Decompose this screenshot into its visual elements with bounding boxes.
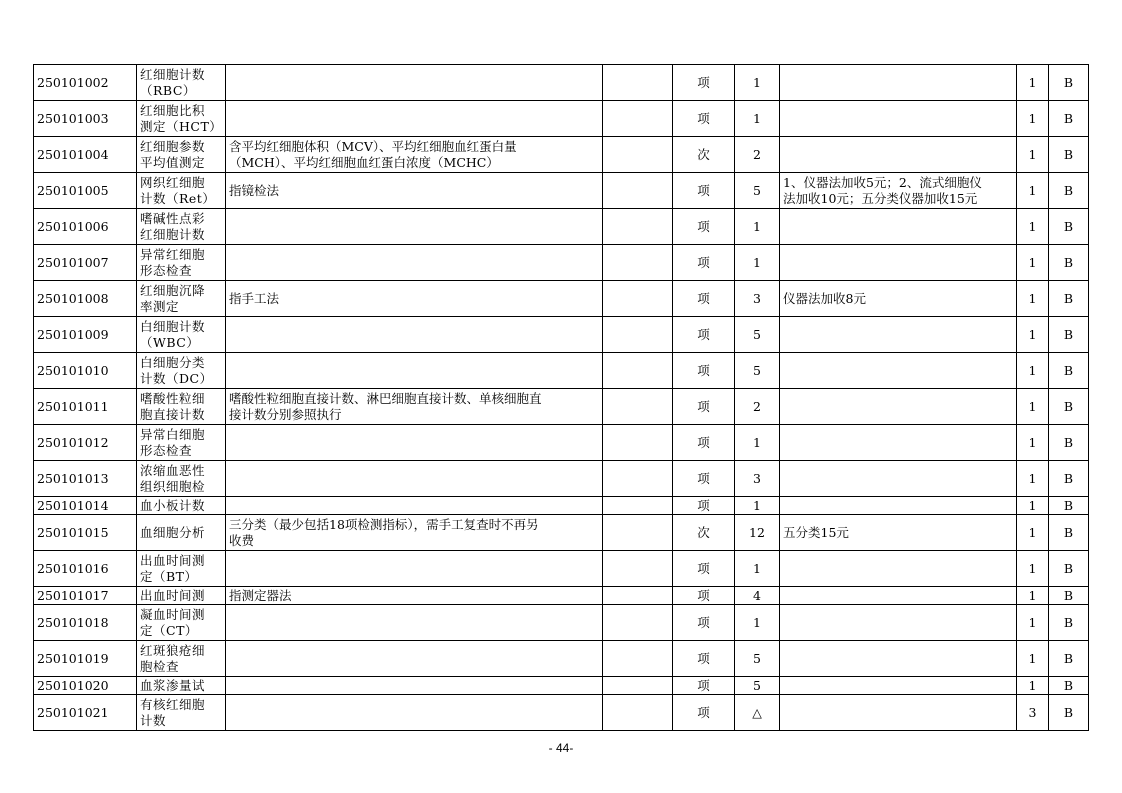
level-cell: 1: [1017, 209, 1049, 245]
item-code-cell: 250101002: [34, 65, 137, 101]
empty-cell: [603, 353, 673, 389]
item-code-cell: 250101003: [34, 101, 137, 137]
unit-cell: 项: [673, 173, 735, 209]
category-cell: B: [1049, 605, 1089, 641]
empty-cell: [603, 551, 673, 587]
price-cell: 5: [735, 173, 780, 209]
item-code-cell: 250101012: [34, 425, 137, 461]
note-cell: [780, 461, 1017, 497]
note-cell: [780, 137, 1017, 173]
unit-cell: 项: [673, 353, 735, 389]
note-cell: [780, 641, 1017, 677]
price-cell: 1: [735, 101, 780, 137]
item-content-cell: 指测定器法: [226, 587, 603, 605]
level-cell: 1: [1017, 677, 1049, 695]
table-row: [34, 461, 1089, 497]
table-row: [34, 497, 1089, 515]
category-cell: B: [1049, 173, 1089, 209]
table-row: [34, 101, 1089, 137]
empty-cell: [603, 425, 673, 461]
category-cell: B: [1049, 695, 1089, 731]
category-cell: B: [1049, 209, 1089, 245]
item-code-cell: 250101005: [34, 173, 137, 209]
note-cell: [780, 551, 1017, 587]
table-row: [34, 425, 1089, 461]
item-code-cell: 250101020: [34, 677, 137, 695]
table-row: [34, 353, 1089, 389]
note-cell: 五分类15元: [780, 515, 1017, 551]
price-cell: 5: [735, 677, 780, 695]
note-cell: [780, 101, 1017, 137]
table-row: [34, 587, 1089, 605]
table-row: [34, 677, 1089, 695]
price-cell: 1: [735, 65, 780, 101]
unit-cell: 项: [673, 677, 735, 695]
level-cell: 1: [1017, 641, 1049, 677]
unit-cell: 项: [673, 461, 735, 497]
item-code-cell: 250101019: [34, 641, 137, 677]
price-cell: 1: [735, 497, 780, 515]
item-name-cell: 红斑狼疮细 胞检查: [137, 641, 226, 677]
note-cell: [780, 209, 1017, 245]
note-cell: [780, 245, 1017, 281]
category-cell: B: [1049, 641, 1089, 677]
level-cell: 1: [1017, 317, 1049, 353]
item-content-cell: [226, 101, 603, 137]
level-cell: 1: [1017, 101, 1049, 137]
item-name-cell: 出血时间测: [137, 587, 226, 605]
level-cell: 1: [1017, 245, 1049, 281]
level-cell: 1: [1017, 65, 1049, 101]
item-content-cell: [226, 641, 603, 677]
empty-cell: [603, 137, 673, 173]
table-row: [34, 695, 1089, 731]
note-cell: [780, 317, 1017, 353]
item-name-cell: 网织红细胞 计数（Ret）: [137, 173, 226, 209]
empty-cell: [603, 173, 673, 209]
unit-cell: 项: [673, 245, 735, 281]
empty-cell: [603, 245, 673, 281]
category-cell: B: [1049, 65, 1089, 101]
table-row: [34, 137, 1089, 173]
item-content-cell: 含平均红细胞体积（MCV）、平均红细胞血红蛋白量 （MCH）、平均红细胞血红蛋白浓度（MCHC）: [226, 137, 603, 173]
unit-cell: 次: [673, 515, 735, 551]
item-code-cell: 250101007: [34, 245, 137, 281]
note-cell: [780, 353, 1017, 389]
table-row: [34, 389, 1089, 425]
price-cell: △: [735, 695, 780, 731]
note-cell: [780, 65, 1017, 101]
item-name-cell: 浓缩血恶性 组织细胞检: [137, 461, 226, 497]
empty-cell: [603, 281, 673, 317]
category-cell: B: [1049, 281, 1089, 317]
category-cell: B: [1049, 353, 1089, 389]
item-name-cell: 嗜酸性粒细 胞直接计数: [137, 389, 226, 425]
table-row: [34, 65, 1089, 101]
page-number: - 44-: [548, 741, 574, 755]
category-cell: B: [1049, 245, 1089, 281]
item-code-cell: 250101014: [34, 497, 137, 515]
item-name-cell: 嗜碱性点彩 红细胞计数: [137, 209, 226, 245]
item-content-cell: [226, 209, 603, 245]
item-code-cell: 250101004: [34, 137, 137, 173]
table-row: [34, 317, 1089, 353]
note-cell: [780, 587, 1017, 605]
empty-cell: [603, 209, 673, 245]
category-cell: B: [1049, 461, 1089, 497]
level-cell: 1: [1017, 605, 1049, 641]
item-content-cell: [226, 497, 603, 515]
note-cell: 1、仪器法加收5元；2、流式细胞仪 法加收10元；五分类仪器加收15元: [780, 173, 1017, 209]
price-cell: 1: [735, 209, 780, 245]
empty-cell: [603, 461, 673, 497]
note-cell: [780, 497, 1017, 515]
price-cell: 3: [735, 461, 780, 497]
table-row: [34, 515, 1089, 551]
item-content-cell: [226, 695, 603, 731]
empty-cell: [603, 65, 673, 101]
item-code-cell: 250101021: [34, 695, 137, 731]
level-cell: 1: [1017, 515, 1049, 551]
item-name-cell: 血细胞分析: [137, 515, 226, 551]
category-cell: B: [1049, 137, 1089, 173]
empty-cell: [603, 317, 673, 353]
unit-cell: 项: [673, 497, 735, 515]
price-cell: 1: [735, 551, 780, 587]
level-cell: 1: [1017, 137, 1049, 173]
item-name-cell: 红细胞计数 （RBC）: [137, 65, 226, 101]
item-content-cell: [226, 317, 603, 353]
item-code-cell: 250101013: [34, 461, 137, 497]
note-cell: [780, 605, 1017, 641]
item-content-cell: [226, 551, 603, 587]
unit-cell: 项: [673, 641, 735, 677]
category-cell: B: [1049, 389, 1089, 425]
unit-cell: 项: [673, 587, 735, 605]
level-cell: 1: [1017, 551, 1049, 587]
table-row: [34, 209, 1089, 245]
level-cell: 1: [1017, 587, 1049, 605]
item-name-cell: 有核红细胞 计数: [137, 695, 226, 731]
item-content-cell: 三分类（最少包括18项检测指标），需手工复查时不再另 收费: [226, 515, 603, 551]
unit-cell: 项: [673, 281, 735, 317]
level-cell: 1: [1017, 173, 1049, 209]
unit-cell: 项: [673, 65, 735, 101]
item-code-cell: 250101006: [34, 209, 137, 245]
note-cell: [780, 389, 1017, 425]
price-cell: 2: [735, 137, 780, 173]
item-code-cell: 250101017: [34, 587, 137, 605]
price-cell: 2: [735, 389, 780, 425]
item-content-cell: 指镜检法: [226, 173, 603, 209]
table-row: [34, 245, 1089, 281]
item-content-cell: 嗜酸性粒细胞直接计数、淋巴细胞直接计数、单核细胞直 接计数分别参照执行: [226, 389, 603, 425]
item-content-cell: [226, 677, 603, 695]
item-name-cell: 血小板计数: [137, 497, 226, 515]
unit-cell: 项: [673, 605, 735, 641]
item-content-cell: [226, 353, 603, 389]
item-name-cell: 异常红细胞 形态检查: [137, 245, 226, 281]
price-cell: 1: [735, 245, 780, 281]
empty-cell: [603, 677, 673, 695]
item-code-cell: 250101010: [34, 353, 137, 389]
unit-cell: 项: [673, 389, 735, 425]
level-cell: 1: [1017, 281, 1049, 317]
empty-cell: [603, 101, 673, 137]
unit-cell: 项: [673, 209, 735, 245]
item-content-cell: [226, 245, 603, 281]
table-row: [34, 173, 1089, 209]
price-cell: 12: [735, 515, 780, 551]
table-row: [34, 641, 1089, 677]
unit-cell: 项: [673, 551, 735, 587]
category-cell: B: [1049, 317, 1089, 353]
category-cell: B: [1049, 515, 1089, 551]
item-name-cell: 出血时间测 定（BT）: [137, 551, 226, 587]
item-name-cell: 异常白细胞 形态检查: [137, 425, 226, 461]
item-name-cell: 白细胞分类 计数（DC）: [137, 353, 226, 389]
item-content-cell: 指手工法: [226, 281, 603, 317]
empty-cell: [603, 587, 673, 605]
table-row: [34, 281, 1089, 317]
price-cell: 5: [735, 353, 780, 389]
item-code-cell: 250101015: [34, 515, 137, 551]
price-table: [33, 64, 1089, 731]
item-name-cell: 红细胞比积 测定（HCT）: [137, 101, 226, 137]
empty-cell: [603, 695, 673, 731]
level-cell: 1: [1017, 461, 1049, 497]
item-name-cell: 红细胞沉降 率测定: [137, 281, 226, 317]
unit-cell: 项: [673, 425, 735, 461]
price-cell: 5: [735, 641, 780, 677]
item-content-cell: [226, 605, 603, 641]
item-code-cell: 250101016: [34, 551, 137, 587]
level-cell: 1: [1017, 389, 1049, 425]
item-name-cell: 血浆渗量试: [137, 677, 226, 695]
price-cell: 3: [735, 281, 780, 317]
empty-cell: [603, 641, 673, 677]
category-cell: B: [1049, 677, 1089, 695]
item-code-cell: 250101008: [34, 281, 137, 317]
item-code-cell: 250101009: [34, 317, 137, 353]
category-cell: B: [1049, 425, 1089, 461]
unit-cell: 次: [673, 137, 735, 173]
note-cell: [780, 425, 1017, 461]
unit-cell: 项: [673, 317, 735, 353]
category-cell: B: [1049, 497, 1089, 515]
level-cell: 1: [1017, 497, 1049, 515]
level-cell: 1: [1017, 425, 1049, 461]
category-cell: B: [1049, 101, 1089, 137]
price-cell: 1: [735, 425, 780, 461]
item-code-cell: 250101018: [34, 605, 137, 641]
empty-cell: [603, 515, 673, 551]
price-cell: 1: [735, 605, 780, 641]
item-content-cell: [226, 65, 603, 101]
item-content-cell: [226, 461, 603, 497]
item-name-cell: 白细胞计数 （WBC）: [137, 317, 226, 353]
unit-cell: 项: [673, 101, 735, 137]
level-cell: 3: [1017, 695, 1049, 731]
empty-cell: [603, 605, 673, 641]
note-cell: [780, 677, 1017, 695]
item-content-cell: [226, 425, 603, 461]
note-cell: 仪器法加收8元: [780, 281, 1017, 317]
empty-cell: [603, 497, 673, 515]
item-code-cell: 250101011: [34, 389, 137, 425]
empty-cell: [603, 389, 673, 425]
table-row: [34, 605, 1089, 641]
unit-cell: 项: [673, 695, 735, 731]
category-cell: B: [1049, 587, 1089, 605]
note-cell: [780, 695, 1017, 731]
table-body: [34, 65, 1089, 731]
item-name-cell: 红细胞参数 平均值测定: [137, 137, 226, 173]
level-cell: 1: [1017, 353, 1049, 389]
price-cell: 4: [735, 587, 780, 605]
category-cell: B: [1049, 551, 1089, 587]
table-row: [34, 551, 1089, 587]
item-name-cell: 凝血时间测 定（CT）: [137, 605, 226, 641]
price-cell: 5: [735, 317, 780, 353]
